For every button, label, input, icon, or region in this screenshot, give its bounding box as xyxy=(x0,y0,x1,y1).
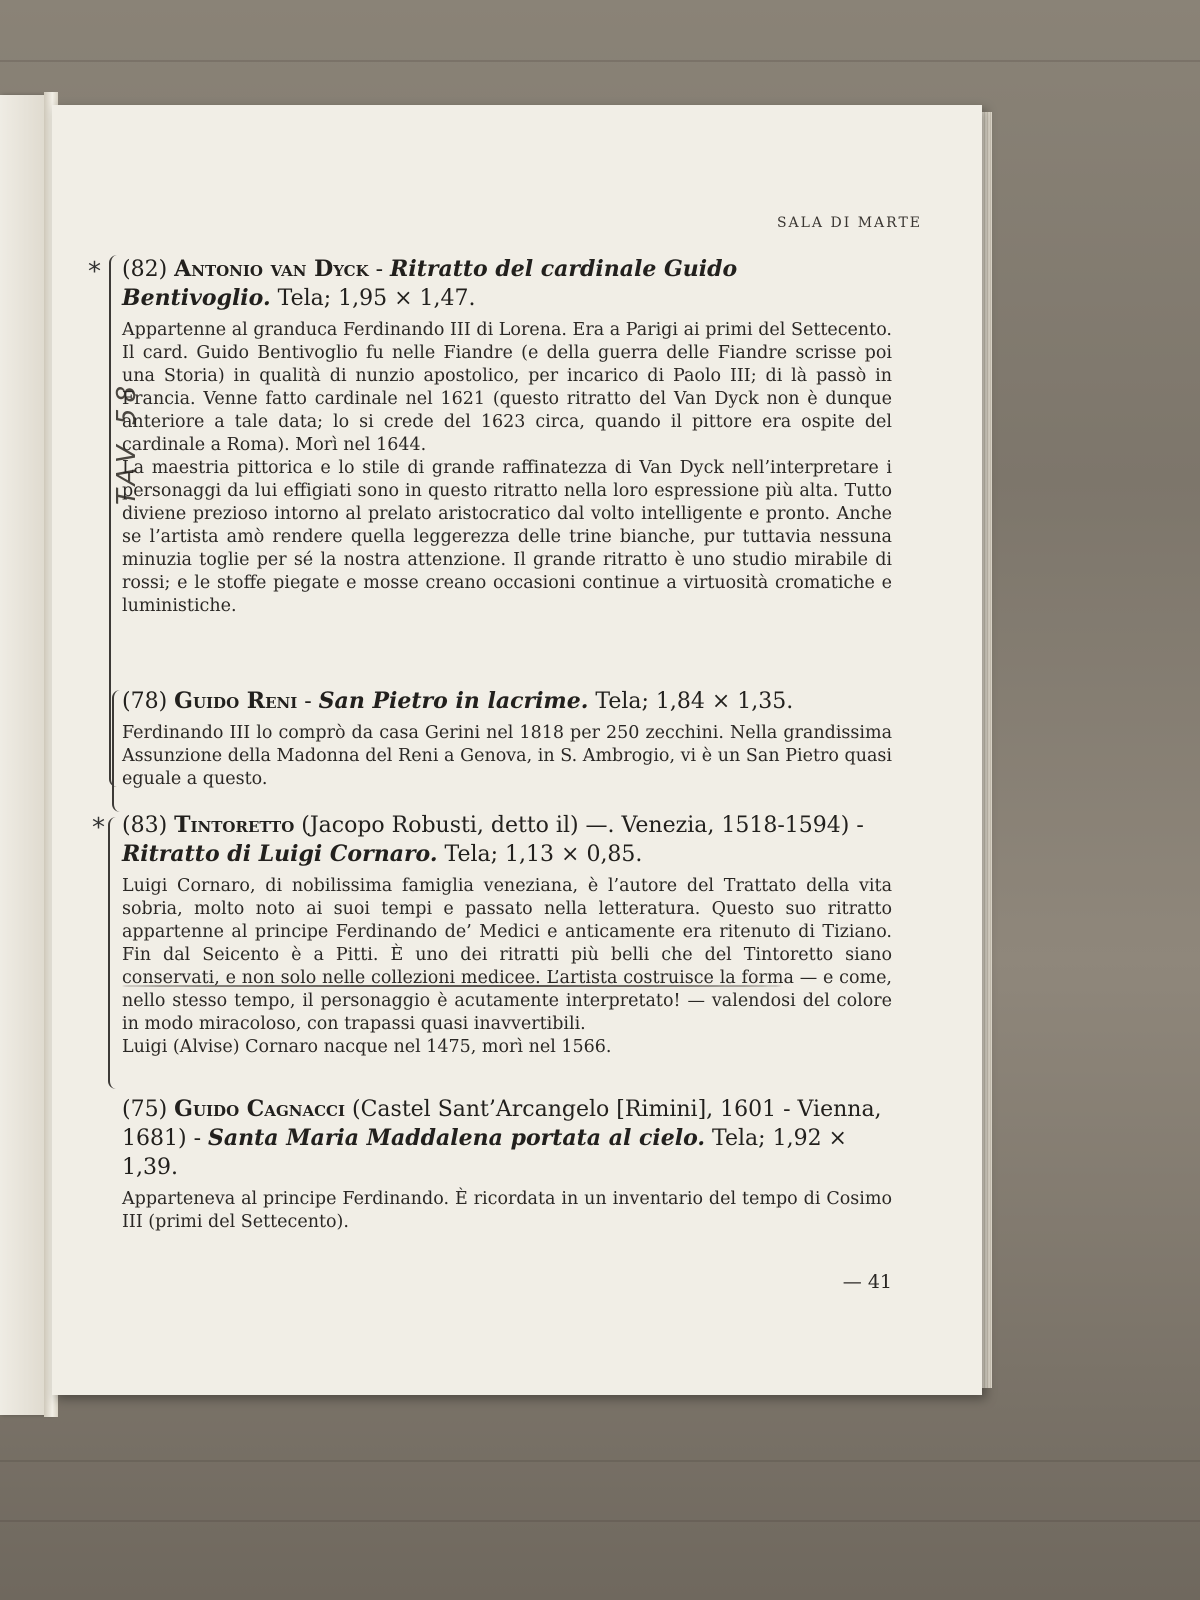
entry-title: Santa Maria Maddalena portata al cielo. xyxy=(208,1125,706,1151)
entry-title: San Pietro in lacrime. xyxy=(318,688,589,714)
entry-number: (78) xyxy=(122,689,168,714)
entry-83 xyxy=(122,811,892,1059)
entry-artist: Antonio van Dyck xyxy=(174,256,369,282)
pencil-underline xyxy=(122,985,782,987)
entry-artist: Guido Cagnacci xyxy=(174,1096,345,1122)
entry-78 xyxy=(122,687,892,791)
entry-artist: Tintoretto xyxy=(174,812,295,838)
entry-heading xyxy=(122,811,892,869)
entry-paragraph: Appartenne al granduca Ferdinando III di Lorena. Era a Parigi ai primi del Settecento. Il card. Guido Bentivoglio fu nelle Fiandre (e della guerra delle Fiandre scrisse poi una Storia) in qualità di nunzio apostolico, per incarico di Paolo III; di là passò in Francia. Venne fatto cardinale nel 1621 (questo ritratto del Van Dyck non è dunque anteriore a tale data; lo si crede del 1623 circa, quando il pittore era ospite del cardinale a Roma). Morì nel 1644. xyxy=(122,320,892,455)
entry-artist-extra: (Jacopo Robusti, detto il) —. Venezia, 1518-1594) xyxy=(294,813,850,838)
entry-details: Tela; 1,84 × 1,35. xyxy=(588,689,794,714)
page-number: — 41 xyxy=(842,1271,892,1293)
entry-separator: - xyxy=(297,689,319,714)
entry-separator: - xyxy=(849,813,864,838)
entry-details: Tela; 1,13 × 0,85. xyxy=(437,842,643,867)
entry-paragraph: La maestria pittorica e lo stile di grande raffinatezza di Van Dyck nell’interpretare i personaggi da lui effigiati sono in questo ritratto nella loro espressione più alta. Tutto diviene prezioso intorno al prelato aristocratico dal volto intelligente e pronto. Anche se l’artista amò rendere quella leggerezza delle trine bianche, pur tuttavia nessuna minuzia toglie per sé la nostra attenzione. Il grande ritratto è uno studio mirabile di rossi; e le stoffe piegate e mosse creano occasioni continue a virtuosità cromatiche e luministiche. xyxy=(122,458,892,616)
entry-separator: - xyxy=(186,1126,208,1151)
entry-paragraph: Luigi (Alvise) Cornaro nacque nel 1475, morì nel 1566. xyxy=(122,1037,612,1057)
page-stack-edge xyxy=(982,112,992,1388)
entry-details: Tela; 1,95 × 1,47. xyxy=(270,286,476,311)
running-head: SALA DI MARTE xyxy=(776,215,922,231)
entry-separator: - xyxy=(368,257,391,282)
book-page xyxy=(52,105,982,1395)
entry-details: Tela; 1,92 × 1,39. xyxy=(122,1126,847,1180)
entry-75 xyxy=(122,1095,892,1234)
entry-artist: Guido Reni xyxy=(174,688,298,714)
margin-bracket-83 xyxy=(108,817,120,1089)
star-mark-83: * xyxy=(92,813,105,843)
entry-heading xyxy=(122,255,892,313)
star-mark-82: * xyxy=(88,257,101,287)
entry-heading xyxy=(122,1095,892,1182)
entry-82 xyxy=(122,255,892,618)
entry-paragraph: Apparteneva al principe Ferdinando. È ricordata in un inventario del tempo di Cosimo III (primi del Settecento). xyxy=(122,1189,892,1232)
entry-paragraph: Ferdinando III lo comprò da casa Gerini nel 1818 per 250 zecchini. Nella grandissima Assunzione della Madonna del Reni a Genova, in S. Ambrogio, vi è un San Pietro quasi eguale a questo. xyxy=(122,723,892,789)
entry-number: (83) xyxy=(122,813,168,838)
entry-artist-extra: (Castel Sant’Arcangelo [Rimini], 1601 - Vienna, 1681) xyxy=(122,1097,882,1151)
entry-title: Ritratto del cardinale Guido Bentivoglio. xyxy=(122,256,738,311)
entry-paragraph: Luigi Cornaro, di nobilissima famiglia veneziana, è l’autore del Trattato della vita sobria, molto noto ai suoi tempi e passato nella letteratura. Questo suo ritratto appartenne al principe Ferdinando de’ Medici e anticamente era ritenuto di Tiziano. Fin dal Seicento è a Pitti. È uno dei ritratti più belli che del Tintoretto siano conservati, e non solo nelle collezioni medicee. L’artista costruisce la forma — e come, nello stesso tempo, il personaggio è acutamente interpretato! — valendosi del colore in modo miracoloso, con trapassi quasi inavvertibili. xyxy=(122,876,892,1034)
entry-title: Ritratto di Luigi Cornaro. xyxy=(122,841,438,867)
entry-number: (75) xyxy=(122,1097,168,1122)
entry-number: (82) xyxy=(122,257,168,282)
handwritten-note: TAV 58 xyxy=(112,379,142,505)
entry-heading xyxy=(122,687,892,716)
